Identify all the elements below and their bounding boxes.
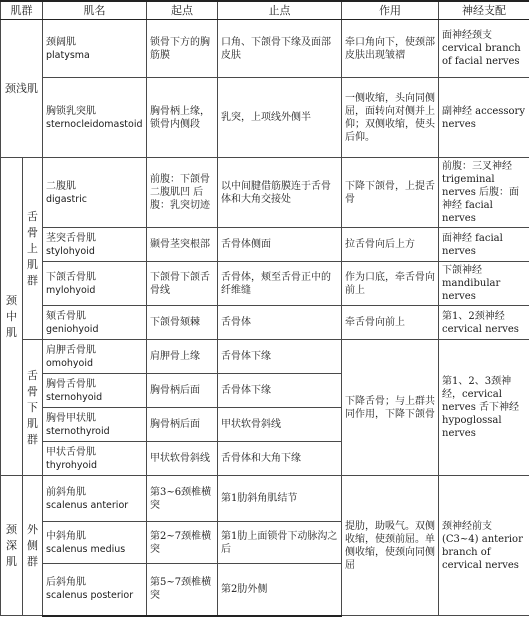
muscle-name-en: mylohyoid — [46, 284, 143, 297]
action-cell: 作为口底，牵舌骨向前上 — [342, 262, 439, 306]
muscle-name-zh: 胸骨甲状肌 — [46, 412, 143, 425]
header-action: 作用 — [342, 1, 439, 20]
muscle-name-en: omohyoid — [46, 357, 143, 370]
origin-cell: 颞骨茎突根部 — [147, 228, 218, 262]
header-group: 肌群 — [1, 1, 43, 20]
origin-cell: 锁骨下方的胸筋膜 — [147, 20, 218, 78]
muscle-name-cell — [43, 442, 147, 476]
muscle-name-zh: 茎突舌骨肌 — [46, 232, 143, 245]
insertion-cell: 舌骨体，颊至舌骨正中的纤维缝 — [218, 262, 342, 306]
insertion-cell: 口角、下颌骨下缘及面部皮肤 — [218, 20, 342, 78]
nerve-cell: 前腹：三叉神经 trigeminal nerves 后腹：面神经 facial nerves — [439, 158, 529, 228]
table-row — [1, 20, 529, 78]
group-lateral: 外侧群 — [23, 476, 43, 616]
action-cell: 牵口角向下，使颈部皮肤出现皱褶 — [342, 20, 439, 78]
origin-cell: 胸骨柄后面 — [147, 374, 218, 408]
group-suprahyoid: 舌骨上肌群 — [23, 158, 43, 340]
muscle-name-cell — [43, 78, 147, 158]
action-cell: 牵舌骨向前上 — [342, 306, 439, 340]
muscle-name-en: scalenus posterior — [46, 589, 143, 602]
muscle-name-zh: 前斜角肌 — [46, 486, 143, 499]
origin-cell: 下颌骨颏棘 — [147, 306, 218, 340]
table-row — [1, 306, 529, 340]
origin-cell: 下颌骨下颌舌骨线 — [147, 262, 218, 306]
muscle-name-cell — [43, 476, 147, 522]
group-middle: 颈中肌 — [1, 158, 23, 476]
insertion-cell: 舌骨体 — [218, 306, 342, 340]
table-row — [1, 340, 529, 374]
nerve-cell: 第1、2颈神经 cervical nerves — [439, 306, 529, 340]
muscle-name-cell — [43, 228, 147, 262]
insertion-cell: 甲状软骨斜线 — [218, 408, 342, 442]
origin-cell: 前腹：下颌骨二腹肌凹 后腹：乳突切迹 — [147, 158, 218, 228]
nerve-cell: 副神经 accessory nerves — [439, 78, 529, 158]
muscle-name-cell — [43, 262, 147, 306]
origin-cell: 第3~6颈椎横突 — [147, 476, 218, 522]
nerve-cell: 下颌神经 mandibular nerves — [439, 262, 529, 306]
muscle-name-zh: 颈阔肌 — [46, 36, 143, 49]
group-infrahyoid: 舌骨下肌群 — [23, 340, 43, 476]
muscle-name-zh: 甲状舌骨肌 — [46, 446, 143, 459]
origin-cell: 甲状软骨斜线 — [147, 442, 218, 476]
muscle-name-cell — [43, 306, 147, 340]
origin-cell: 胸骨柄后面 — [147, 408, 218, 442]
insertion-cell: 舌骨体下缘 — [218, 340, 342, 374]
nerve-cell: 面神经颈支 cervical branch of facial nerves — [439, 20, 529, 78]
insertion-cell: 第2肋外侧 — [218, 564, 342, 616]
table-row — [1, 158, 529, 228]
origin-cell: 第5~7颈椎横突 — [147, 564, 218, 616]
muscle-name-cell — [43, 374, 147, 408]
table-row — [1, 78, 529, 158]
origin-cell: 肩胛骨上缘 — [147, 340, 218, 374]
header-name: 肌名 — [43, 1, 147, 20]
muscle-name-cell — [43, 20, 147, 78]
muscle-name-en: thyrohyoid — [46, 459, 143, 472]
action-cell: 下降下颌骨，上提舌骨 — [342, 158, 439, 228]
muscle-name-zh: 胸锁乳突肌 — [46, 105, 143, 118]
muscle-name-en: scalenus medius — [46, 543, 143, 556]
table-row — [1, 476, 529, 522]
muscle-name-cell — [43, 408, 147, 442]
header-insertion: 止点 — [218, 1, 342, 20]
muscle-name-en: stylohyoid — [46, 245, 143, 258]
muscle-name-cell — [43, 340, 147, 374]
muscle-name-en: sternohyoid — [46, 391, 143, 404]
action-cell: 提肋，助吸气。双侧收缩，使颈前屈。单侧收缩，使颈向同侧屈 — [342, 476, 439, 616]
muscle-name-zh: 下颌舌骨肌 — [46, 271, 143, 284]
insertion-cell: 第1肋斜角肌结节 — [218, 476, 342, 522]
action-cell: 一侧收缩，头向同侧屈，面转向对侧并上仰；双侧收缩，使头后仰。 — [342, 78, 439, 158]
muscle-name-zh: 颏舌骨肌 — [46, 310, 143, 323]
muscle-name-en: scalenus anterior — [46, 499, 143, 512]
muscle-name-zh: 中斜角肌 — [46, 530, 143, 543]
muscle-name-zh: 后斜角肌 — [46, 576, 143, 589]
nerve-cell: 颈神经前支(C3~4) anterior branch of cervical nerves — [439, 476, 529, 616]
muscle-name-en: sternothyroid — [46, 425, 143, 438]
muscle-name-zh: 胸骨舌骨肌 — [46, 378, 143, 391]
group-superficial: 颈浅肌 — [1, 20, 43, 158]
muscle-name-cell — [43, 158, 147, 228]
table-row — [1, 228, 529, 262]
group-deep: 颈深肌 — [1, 476, 23, 616]
insertion-cell: 舌骨体和大角下缘 — [218, 442, 342, 476]
muscle-name-en: sternocleidomastoid — [46, 118, 143, 131]
header-innervation: 神经支配 — [439, 1, 529, 20]
muscle-name-cell — [43, 564, 147, 616]
origin-cell: 胸骨柄上缘，锁骨内侧段 — [147, 78, 218, 158]
insertion-cell: 乳突，上项线外侧半 — [218, 78, 342, 158]
header-origin: 起点 — [147, 1, 218, 20]
nerve-cell: 面神经 facial nerves — [439, 228, 529, 262]
table-row — [1, 262, 529, 306]
action-cell: 拉舌骨向后上方 — [342, 228, 439, 262]
muscle-name-en: geniohyoid — [46, 323, 143, 336]
insertion-cell: 舌骨体侧面 — [218, 228, 342, 262]
origin-cell: 第2~7颈椎横突 — [147, 522, 218, 564]
muscle-name-en: digastric — [46, 193, 143, 206]
insertion-cell: 以中间腱借筋膜连于舌骨体和大角交接处 — [218, 158, 342, 228]
header-row — [1, 1, 529, 20]
muscle-name-cell — [43, 522, 147, 564]
muscle-name-en: platysma — [46, 49, 143, 62]
nerve-cell: 第1、2、3颈神经，cervical nerves 舌下神经 hypoglossal nerves — [439, 340, 529, 476]
muscle-name-zh: 二腹肌 — [46, 180, 143, 193]
action-cell: 下降舌骨；与上群共同作用，下降下颌骨 — [342, 340, 439, 476]
insertion-cell: 第1肋上面锁骨下动脉沟之后 — [218, 522, 342, 564]
insertion-cell: 舌骨体下缘 — [218, 374, 342, 408]
muscle-name-zh: 肩胛舌骨肌 — [46, 344, 143, 357]
